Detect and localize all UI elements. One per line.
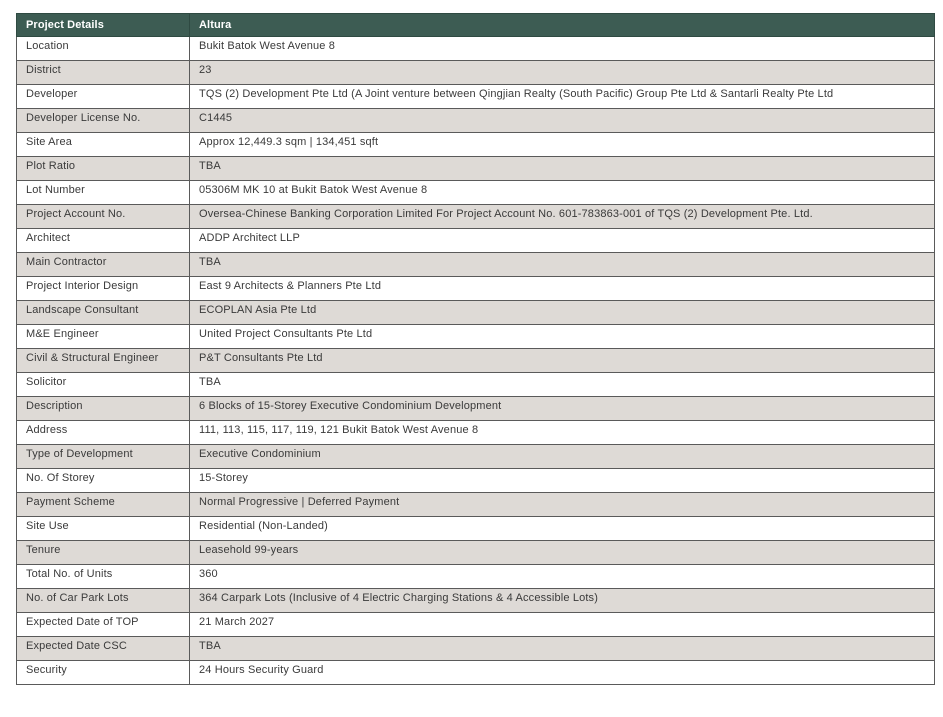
row-value: 24 Hours Security Guard (190, 661, 935, 685)
row-label: Developer License No. (17, 109, 190, 133)
table-row (17, 613, 935, 637)
row-label: Total No. of Units (17, 565, 190, 589)
row-label: Lot Number (17, 181, 190, 205)
table-row (17, 37, 935, 61)
row-value: 23 (190, 61, 935, 85)
table-row (17, 589, 935, 613)
table-header-row (17, 14, 935, 37)
table-row (17, 637, 935, 661)
row-label: Architect (17, 229, 190, 253)
table-row (17, 253, 935, 277)
row-label: Solicitor (17, 373, 190, 397)
table-row (17, 373, 935, 397)
row-value: United Project Consultants Pte Ltd (190, 325, 935, 349)
table-body (17, 37, 935, 685)
row-value: Residential (Non-Landed) (190, 517, 935, 541)
row-label: Plot Ratio (17, 157, 190, 181)
row-label: Address (17, 421, 190, 445)
table-row (17, 277, 935, 301)
row-value: TBA (190, 157, 935, 181)
row-label: No. Of Storey (17, 469, 190, 493)
row-label: Project Interior Design (17, 277, 190, 301)
table-row (17, 661, 935, 685)
row-value: TBA (190, 637, 935, 661)
row-label: Payment Scheme (17, 493, 190, 517)
row-value: C1445 (190, 109, 935, 133)
header-project-details: Project Details (17, 14, 190, 37)
row-label: Tenure (17, 541, 190, 565)
row-label: Expected Date of TOP (17, 613, 190, 637)
table-row (17, 325, 935, 349)
row-value: Approx 12,449.3 sqm | 134,451 sqft (190, 133, 935, 157)
row-value: TBA (190, 373, 935, 397)
row-label: Location (17, 37, 190, 61)
table-row (17, 181, 935, 205)
row-value: ECOPLAN Asia Pte Ltd (190, 301, 935, 325)
row-label: Main Contractor (17, 253, 190, 277)
row-value: East 9 Architects & Planners Pte Ltd (190, 277, 935, 301)
row-value: Oversea-Chinese Banking Corporation Limited For Project Account No. 601-783863-001 of TQS (2) Development Pte. Ltd. (190, 205, 935, 229)
table-row (17, 397, 935, 421)
table-row (17, 469, 935, 493)
row-label: Description (17, 397, 190, 421)
row-value: 05306M MK 10 at Bukit Batok West Avenue 8 (190, 181, 935, 205)
header-project-name: Altura (190, 14, 935, 37)
row-value: Leasehold 99-years (190, 541, 935, 565)
row-label: Site Use (17, 517, 190, 541)
row-label: No. of Car Park Lots (17, 589, 190, 613)
table-row (17, 565, 935, 589)
table-row (17, 133, 935, 157)
row-label: Landscape Consultant (17, 301, 190, 325)
row-value: ADDP Architect LLP (190, 229, 935, 253)
table-row (17, 229, 935, 253)
row-label: Expected Date CSC (17, 637, 190, 661)
row-value: 15-Storey (190, 469, 935, 493)
row-label: Project Account No. (17, 205, 190, 229)
row-label: Type of Development (17, 445, 190, 469)
project-details-table (16, 13, 935, 685)
row-value: P&T Consultants Pte Ltd (190, 349, 935, 373)
row-value: Normal Progressive | Deferred Payment (190, 493, 935, 517)
row-value: 6 Blocks of 15-Storey Executive Condominium Development (190, 397, 935, 421)
row-label: Developer (17, 85, 190, 109)
row-label: Site Area (17, 133, 190, 157)
table-row (17, 61, 935, 85)
project-details-container (16, 13, 934, 685)
row-value: 111, 113, 115, 117, 119, 121 Bukit Batok West Avenue 8 (190, 421, 935, 445)
row-value: Executive Condominium (190, 445, 935, 469)
row-value: 364 Carpark Lots (Inclusive of 4 Electric Charging Stations & 4 Accessible Lots) (190, 589, 935, 613)
table-row (17, 157, 935, 181)
row-label: Security (17, 661, 190, 685)
table-row (17, 109, 935, 133)
row-label: Civil & Structural Engineer (17, 349, 190, 373)
row-value: Bukit Batok West Avenue 8 (190, 37, 935, 61)
table-row (17, 445, 935, 469)
table-row (17, 541, 935, 565)
row-label: District (17, 61, 190, 85)
row-value: TBA (190, 253, 935, 277)
table-row (17, 85, 935, 109)
table-row (17, 517, 935, 541)
row-value: 360 (190, 565, 935, 589)
row-label: M&E Engineer (17, 325, 190, 349)
table-row (17, 205, 935, 229)
row-value: 21 March 2027 (190, 613, 935, 637)
row-value: TQS (2) Development Pte Ltd (A Joint venture between Qingjian Realty (South Pacific) Group Pte Ltd & Santarli Realty Pte Ltd (190, 85, 935, 109)
table-row (17, 349, 935, 373)
table-row (17, 493, 935, 517)
table-row (17, 421, 935, 445)
table-row (17, 301, 935, 325)
